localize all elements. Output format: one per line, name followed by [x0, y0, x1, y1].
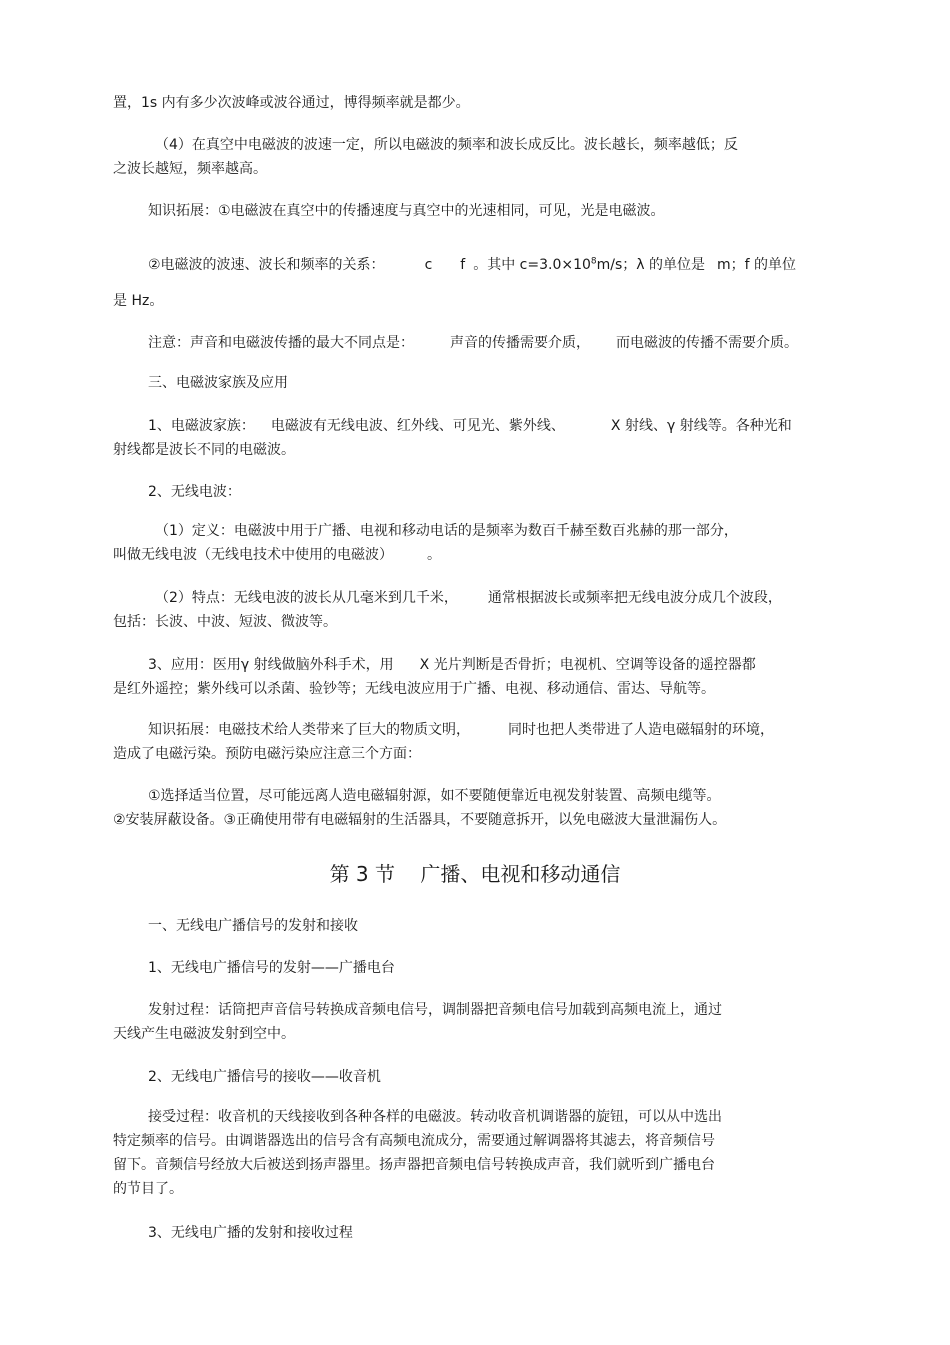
text-line: [148, 415, 792, 437]
text-segment: 1、电磁波家族：: [148, 418, 255, 434]
text-segment: 电磁波有无线电波、红外线、可见光、紫外线、: [270, 418, 565, 434]
text-line: 置，1s 内有多少次波峰或波谷通过，博得频率就是都少。: [113, 95, 470, 111]
text-line: 留下。音频信号经放大后被送到扬声器里。扬声器把音频电信号转换成声音，我们就听到广播电台: [113, 1157, 715, 1173]
formula-line: [148, 254, 796, 276]
text-segment: 声音的传播需要介质，: [450, 335, 590, 351]
text-segment: ②电磁波的波速、波长和频率的关系：: [148, 257, 385, 273]
text-segment: 知识拓展：电磁技术给人类带来了巨大的物质文明，: [148, 722, 470, 738]
symbol-f: f: [460, 257, 466, 273]
text-line: ②安装屏蔽设备。③正确使用带有电磁辐射的生活器具，不要随意拆开，以免电磁波大量泄漏伤人。: [113, 812, 727, 828]
text-line: 之波长越短，频率越高。: [113, 161, 267, 177]
text-line: 发射过程：话筒把声音信号转换成音频电信号，调制器把音频电信号加载到高频电流上，通过: [148, 1002, 722, 1018]
text-line: [155, 587, 782, 609]
text-segment: m；f 的单位: [717, 257, 797, 273]
text-segment: 叫做无线电波（无线电技术中使用的电磁波）: [113, 547, 393, 563]
text-line: [148, 719, 774, 741]
subheading: 3、无线电广播的发射和接收过程: [148, 1225, 353, 1241]
text-segment: 。: [427, 547, 441, 563]
text-segment: 注意：声音和电磁波传播的最大不同点是：: [148, 335, 414, 351]
text-segment: X 射线、γ 射线等。各种光和: [610, 418, 792, 434]
text-line: （1）定义：电磁波中用于广播、电视和移动电话的是频率为数百千赫至数百兆赫的那一部分，: [155, 523, 738, 539]
text-segment: X 光片判断是否骨折；电视机、空调等设备的遥控器都: [419, 657, 756, 673]
subheading: 1、无线电广播信号的发射——广播电台: [148, 960, 395, 976]
symbol-c: c: [424, 257, 433, 273]
text-line: 是红外遥控；紫外线可以杀菌、验钞等；无线电波应用于广播、电视、移动通信、雷达、导航等。: [113, 681, 715, 697]
subheading: 2、无线电波：: [148, 484, 241, 500]
text-segment: 。其中 c=3.0×10: [473, 257, 591, 273]
text-line: 包括：长波、中波、短波、微波等。: [113, 614, 337, 630]
text-line: 是 Hz。: [113, 293, 164, 309]
text-line: 的节目了。: [113, 1181, 183, 1197]
text-line: 知识拓展：①电磁波在真空中的传播速度与真空中的光速相同，可见，光是电磁波。: [148, 203, 665, 219]
text-line: [148, 654, 756, 676]
text-segment: 3、应用：医用γ 射线做脑外科手术，用: [148, 657, 394, 673]
text-segment: （2）特点：无线电波的波长从几毫米到几千米，: [155, 590, 458, 606]
text-segment: m/s；λ 的单位是: [596, 257, 706, 273]
text-segment: 同时也把人类带进了人造电磁辐射的环境，: [508, 722, 774, 738]
text-line: 射线都是波长不同的电磁波。: [113, 442, 295, 458]
text-line: （4）在真空中电磁波的波速一定，所以电磁波的频率和波长成反比。波长越长，频率越低；反: [155, 137, 738, 153]
section-heading: 一、无线电广播信号的发射和接收: [148, 918, 358, 934]
exponent: 8: [590, 256, 597, 267]
text-line: 接受过程：收音机的天线接收到各种各样的电磁波。转动收音机调谐器的旋钮，可以从中选出: [148, 1109, 722, 1125]
text-line: ①选择适当位置，尽可能远离人造电磁辐射源，如不要随便靠近电视发射装置、高频电缆等。: [148, 788, 721, 804]
note-line: [148, 332, 798, 354]
text-line: 天线产生电磁波发射到空中。: [113, 1026, 295, 1042]
text-line: 特定频率的信号。由调谐器选出的信号含有高频电流成分，需要通过解调器将其滤去，将音频信号: [113, 1133, 715, 1149]
section-title: 第 3 节 广播、电视和移动通信: [329, 862, 621, 886]
text-line: 造成了电磁污染。预防电磁污染应注意三个方面：: [113, 746, 421, 762]
text-segment: 通常根据波长或频率把无线电波分成几个波段，: [487, 590, 782, 606]
subheading: 2、无线电广播信号的接收——收音机: [148, 1069, 381, 1085]
section-heading: 三、电磁波家族及应用: [148, 375, 288, 391]
text-line: [113, 544, 441, 566]
text-segment: 而电磁波的传播不需要介质。: [616, 335, 798, 351]
